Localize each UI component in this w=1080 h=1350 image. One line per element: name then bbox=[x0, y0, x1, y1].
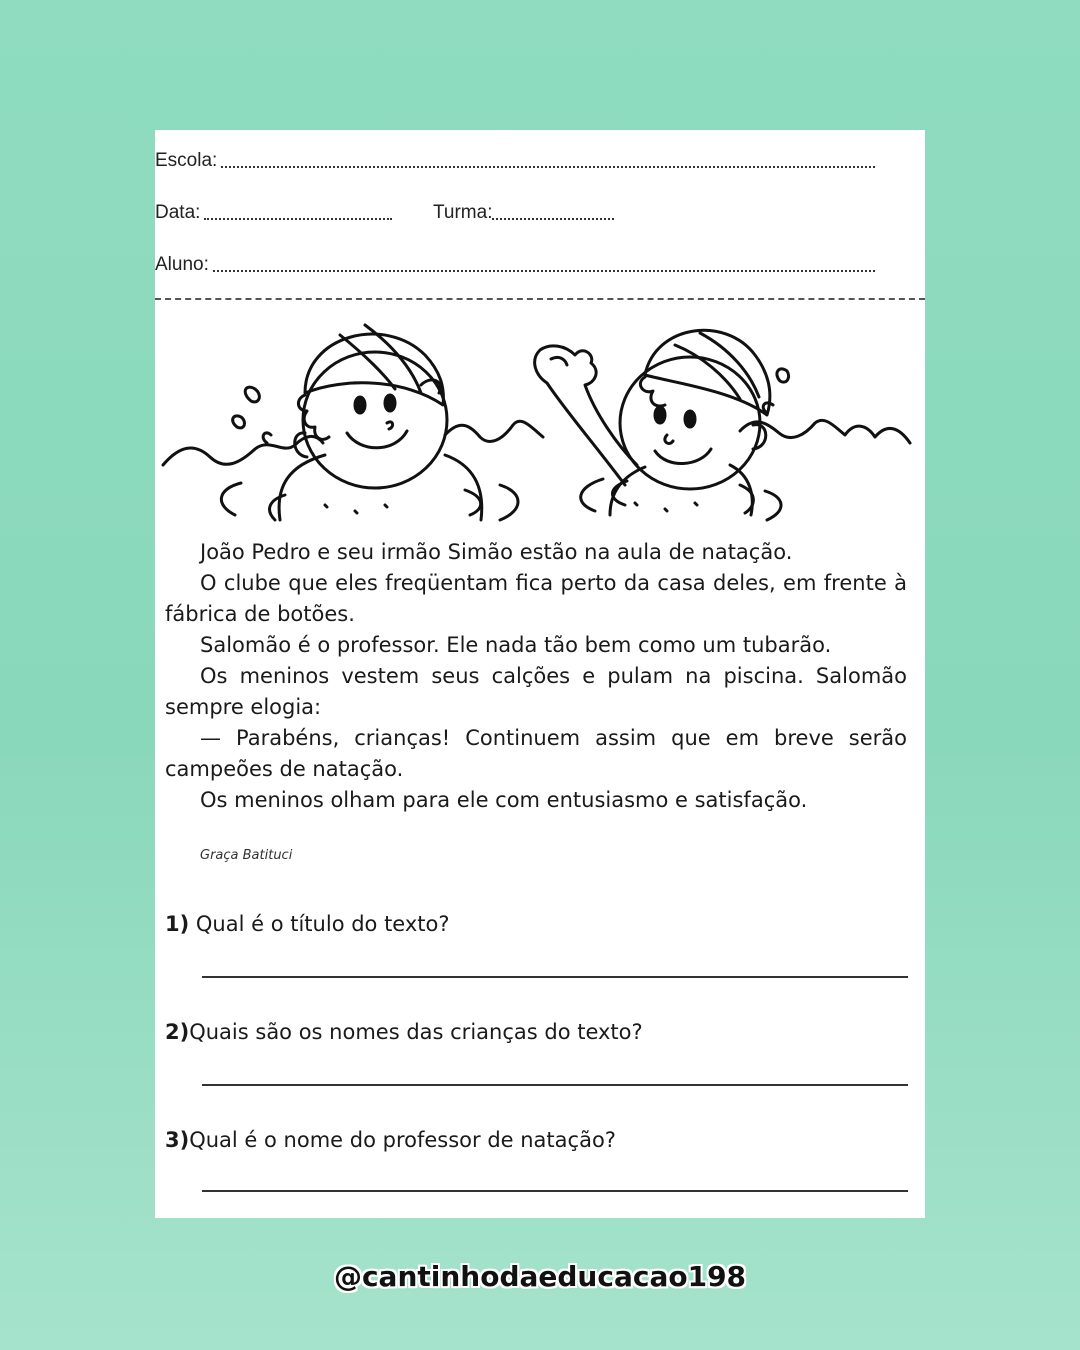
question-3 bbox=[165, 1128, 616, 1152]
story-paragraph: — Parabéns, crianças! Continuem assim que em breve serão campeões de natação. bbox=[165, 726, 907, 781]
social-handle: @cantinhodaeducacao198 bbox=[333, 1260, 747, 1293]
question-text: Qual é o nome do professor de natação? bbox=[189, 1128, 616, 1152]
story-paragraph: João Pedro e seu irmão Simão estão na aula de natação. bbox=[200, 540, 793, 564]
question-2 bbox=[165, 1020, 643, 1044]
school-blank[interactable] bbox=[221, 165, 875, 168]
school-field bbox=[155, 150, 875, 172]
story-paragraph: Os meninos vestem seus calções e pulam na piscina. Salomão sempre elogia: bbox=[165, 664, 907, 719]
water-wave-icon bbox=[163, 420, 910, 465]
answer-line-3[interactable] bbox=[202, 1190, 908, 1192]
question-1 bbox=[165, 912, 450, 936]
question-number: 2) bbox=[165, 1020, 190, 1044]
question-number: 1) bbox=[165, 912, 190, 936]
question-text: Qual é o título do texto? bbox=[195, 912, 450, 936]
header-separator bbox=[155, 298, 925, 300]
story-author: Graça Batituci bbox=[200, 848, 293, 863]
class-blank[interactable] bbox=[492, 217, 614, 220]
question-text: Quais são os nomes das crianças do texto? bbox=[189, 1020, 643, 1044]
student-blank[interactable] bbox=[213, 269, 875, 272]
splash-drop-icon bbox=[245, 387, 259, 402]
student-label: Aluno: bbox=[155, 254, 209, 275]
left-kid-face bbox=[303, 352, 447, 488]
answer-line-2[interactable] bbox=[202, 1084, 908, 1086]
question-number: 3) bbox=[165, 1128, 190, 1152]
worksheet bbox=[155, 130, 925, 1218]
date-blank[interactable] bbox=[204, 217, 392, 220]
school-label: Escola: bbox=[155, 150, 218, 171]
story-text bbox=[165, 537, 907, 816]
class-field bbox=[433, 202, 614, 224]
class-label: Turma: bbox=[433, 202, 493, 223]
story-paragraph: Salomão é o professor. Ele nada tão bem como um tubarão. bbox=[200, 633, 832, 657]
answer-line-1[interactable] bbox=[202, 976, 908, 978]
swimming-kids-illustration bbox=[155, 315, 925, 535]
story-paragraph: Os meninos olham para ele com entusiasmo e satisfação. bbox=[200, 788, 808, 812]
story-paragraph: O clube que eles freqüentam fica perto da casa deles, em frente à fábrica de botões. bbox=[165, 571, 907, 626]
student-field bbox=[155, 254, 875, 276]
swim-cap-icon bbox=[645, 330, 770, 415]
date-label: Data: bbox=[155, 202, 201, 223]
date-field bbox=[155, 202, 392, 224]
